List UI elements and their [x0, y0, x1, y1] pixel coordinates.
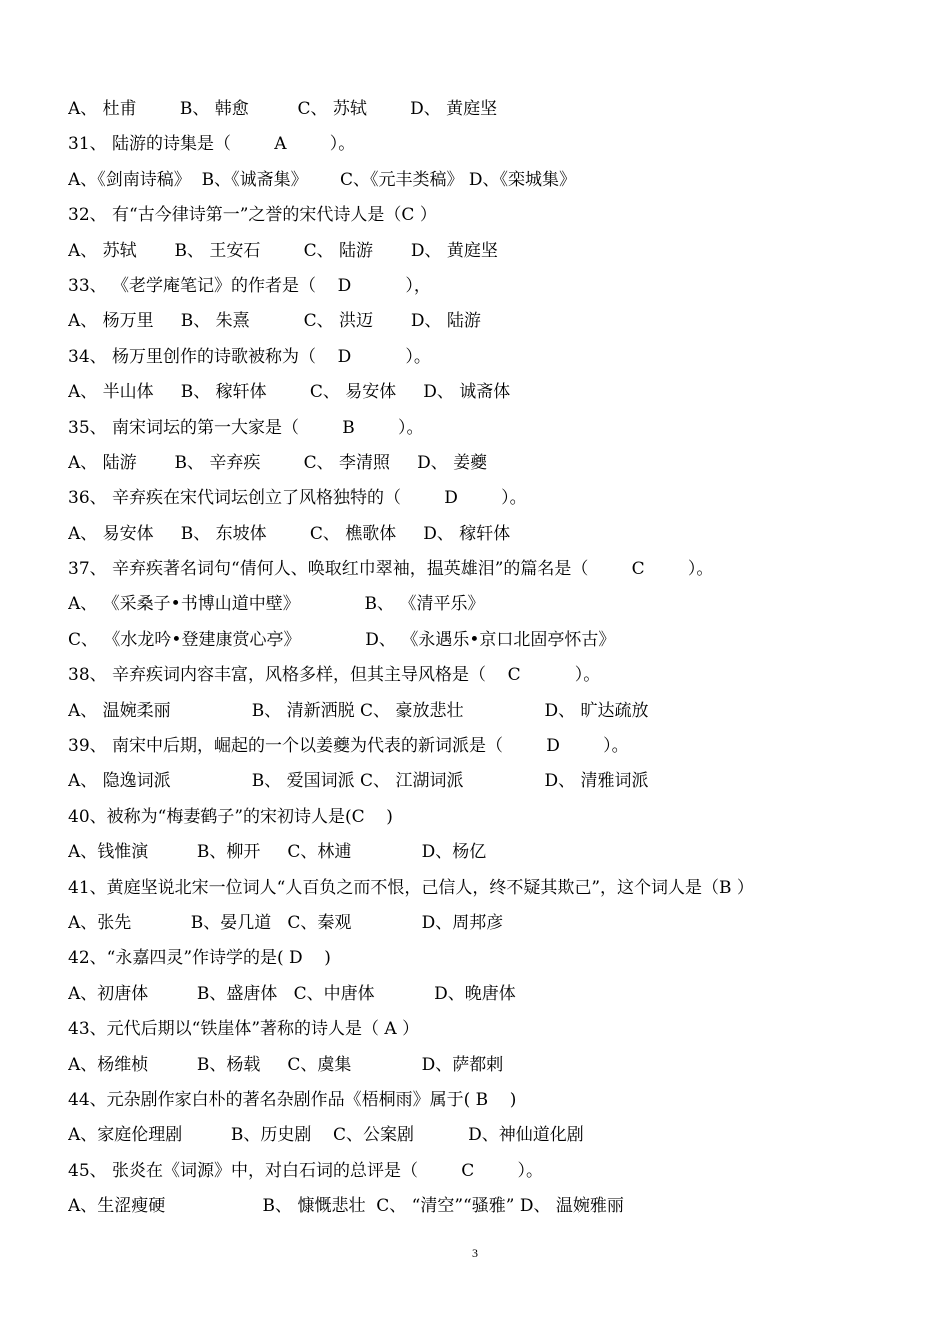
text-line: 40、被称为“梅妻鹤子”的宋初诗人是(C ) — [68, 806, 393, 827]
text-line: 31、 陆游的诗集是（ A ）。 — [68, 134, 356, 155]
text-line: A、 《采桑子•书博山道中壁》 B、 《清平乐》 — [68, 594, 485, 615]
text-line: 35、 南宋词坛的第一大家是（ B ）。 — [68, 417, 424, 438]
text-line: 41、黄庭坚说北宋一位词人“人百负之而不恨，己信人，终不疑其欺己”，这个词人是（B ） — [68, 877, 754, 898]
text-line: A、 苏轼 B、 王安石 C、 陆游 D、 黄庭坚 — [68, 240, 498, 261]
text-line: 37、 辛弃疾著名词句“倩何人、唤取红巾翠袖，揾英雄泪”的篇名是（ C ）。 — [68, 559, 714, 580]
text-line: C、 《水龙吟•登建康赏心亭》 D、 《永遇乐•京口北固亭怀古》 — [68, 629, 616, 650]
text-line: 43、元代后期以“铁崖体”著称的诗人是（ A ） — [68, 1019, 420, 1040]
text-line: A、生涩瘦硬 B、 慷慨悲壮 C、 “清空”“骚雅” D、 温婉雅丽 — [68, 1196, 624, 1217]
page-number: 3 — [472, 1246, 478, 1260]
text-line: A、初唐体 B、盛唐体 C、中唐体 D、晚唐体 — [68, 983, 516, 1004]
text-line: A、家庭伦理剧 B、历史剧 C、公案剧 D、神仙道化剧 — [68, 1125, 584, 1146]
text-line: 34、 杨万里创作的诗歌被称为（ D ）。 — [68, 346, 431, 367]
text-line: 36、 辛弃疾在宋代词坛创立了风格独特的（ D ）。 — [68, 488, 527, 509]
question-list — [68, 92, 928, 1225]
text-line: A、 温婉柔丽 B、 清新洒脱 C、 豪放悲壮 D、 旷达疏放 — [68, 700, 649, 721]
text-line: A、《剑南诗稿》 B、《诚斋集》 C、《元丰类稿》 D、《栾城集》 — [68, 169, 577, 190]
text-line: A、 杜甫 B、 韩愈 C、 苏轼 D、 黄庭坚 — [68, 99, 498, 119]
text-line: A、 隐逸词派 B、 爱国词派 C、 江湖词派 D、 清雅词派 — [68, 771, 649, 792]
text-line: 45、 张炎在《词源》中，对白石词的总评是（ C ）。 — [68, 1160, 544, 1181]
text-line: A、 杨万里 B、 朱熹 C、 洪迈 D、 陆游 — [68, 311, 481, 332]
text-line: 33、 《老学庵笔记》的作者是（ D ）， — [68, 275, 431, 296]
text-line: 42、“永嘉四灵”作诗学的是( D ) — [68, 948, 331, 969]
text-line: A、 易安体 B、 东坡体 C、 樵歌体 D、 稼轩体 — [68, 523, 511, 544]
text-line: A、钱惟演 B、柳开 C、林逋 D、杨亿 — [68, 842, 487, 863]
text-line: A、 陆游 B、 辛弃疾 C、 李清照 D、 姜夔 — [68, 452, 488, 473]
text-line: 39、 南宋中后期，崛起的一个以姜夔为代表的新词派是（ D ）。 — [68, 736, 629, 757]
text-line: A、杨维桢 B、杨载 C、虞集 D、萨都剌 — [68, 1054, 504, 1075]
text-line: 38、 辛弃疾词内容丰富，风格多样，但其主导风格是（ C ）。 — [68, 665, 601, 686]
text-line: A、张先 B、晏几道 C、秦观 D、周邦彦 — [68, 912, 504, 933]
text-line: 32、 有“古今律诗第一”之誉的宋代诗人是（C ） — [68, 205, 437, 226]
text-line: 44、元杂剧作家白朴的著名杂剧作品《梧桐雨》属于( B ) — [68, 1089, 517, 1110]
text-line: A、 半山体 B、 稼轩体 C、 易安体 D、 诚斋体 — [68, 382, 511, 403]
